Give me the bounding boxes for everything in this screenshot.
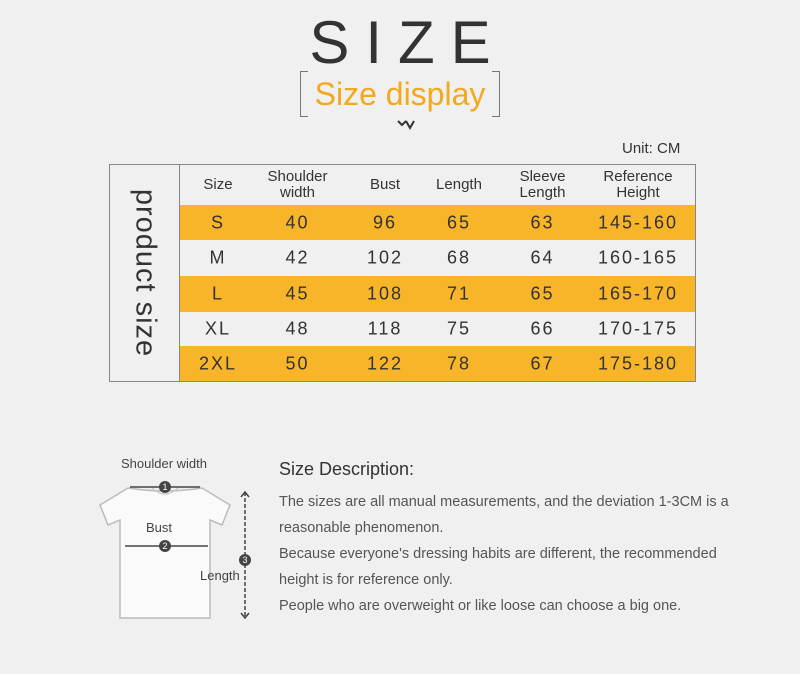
- table-cell: 145-160: [597, 212, 679, 232]
- table-row: [180, 240, 695, 276]
- table-cell: 68: [446, 247, 472, 268]
- size-table: [179, 164, 696, 382]
- shoulder-width-label: Shoulder width: [121, 456, 207, 471]
- table-cell: 118: [367, 318, 403, 339]
- description-body: [279, 489, 779, 619]
- description-line: Because everyone's dressing habits are different, the recommended: [279, 546, 717, 562]
- description-line: The sizes are all manual measurements, and the deviation 1-3CM is a: [279, 494, 729, 510]
- table-cell: 2XL: [198, 353, 238, 373]
- table-row: [180, 276, 695, 312]
- subtitle: Size display: [314, 76, 486, 112]
- table-header-row: [180, 165, 695, 206]
- unit-label: Unit: CM: [622, 140, 681, 157]
- header-cell: Length: [436, 176, 482, 193]
- table-cell: 65: [530, 283, 555, 304]
- description-line: height is for reference only.: [279, 572, 453, 588]
- table-cell: 102: [366, 247, 404, 268]
- table-cell: S: [210, 212, 225, 232]
- table-cell: 170-175: [597, 318, 679, 339]
- table-row: [180, 312, 695, 346]
- length-label: Length: [200, 568, 240, 583]
- side-label-text: product size: [129, 188, 161, 358]
- header-cell: Reference Height: [603, 168, 673, 201]
- bust-label: Bust: [146, 520, 173, 535]
- bracket-right: [492, 71, 500, 117]
- header-cell: Bust: [369, 176, 400, 193]
- subtitle-frame: [300, 71, 500, 117]
- description-title: Size Description:: [279, 459, 415, 479]
- description-line: reasonable phenomenon.: [279, 520, 444, 536]
- page-title: SIZE: [309, 9, 507, 76]
- table-row: [180, 346, 695, 381]
- table-cell: 122: [366, 353, 404, 373]
- badge-1: 1: [159, 481, 171, 493]
- table-cell: 42: [285, 247, 310, 268]
- side-label-box: [109, 164, 179, 382]
- table-cell: 108: [366, 283, 404, 304]
- table-cell: 48: [285, 318, 310, 339]
- table-cell: L: [211, 283, 224, 304]
- table-cell: M: [209, 247, 227, 268]
- table-cell: 67: [530, 353, 555, 373]
- table-cell: 45: [285, 283, 310, 304]
- table-cell: 66: [530, 318, 555, 339]
- header-cell: Sleeve Length: [519, 168, 566, 201]
- table-cell: 75: [446, 318, 472, 339]
- table-cell: 71: [446, 283, 472, 304]
- table-cell: 64: [530, 247, 555, 268]
- table-cell: 175-180: [597, 353, 679, 373]
- header-cell: Size: [203, 176, 233, 193]
- table-cell: XL: [204, 318, 232, 339]
- table-cell: 78: [446, 353, 472, 373]
- badge-2: 2: [159, 540, 171, 552]
- table-cell: 65: [446, 212, 472, 232]
- table-cell: 96: [372, 212, 398, 232]
- table-cell: 50: [285, 353, 310, 373]
- badge-3: 3: [239, 554, 251, 566]
- tshirt-diagram-icon: [90, 450, 270, 640]
- table-cell: 40: [285, 212, 310, 232]
- header-cell: Shoulder width: [267, 168, 328, 201]
- chevron-down-icon: [397, 118, 417, 134]
- table-cell: 160-165: [597, 247, 679, 268]
- table-cell: 165-170: [597, 283, 679, 304]
- table-row: [180, 205, 695, 240]
- table-cell: 63: [530, 212, 555, 232]
- description-line: People who are overweight or like loose can choose a big one.: [279, 598, 682, 614]
